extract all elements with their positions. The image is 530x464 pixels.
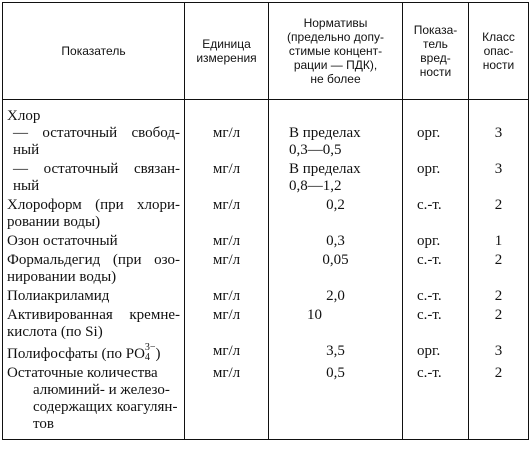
row-class: 3 — [469, 343, 529, 365]
header-indicator: Показатель — [3, 3, 185, 100]
table-row — [3, 125, 529, 161]
row-hazard: орг. — [403, 233, 469, 252]
water-norms-table — [2, 2, 529, 440]
row-unit: мг/л — [185, 288, 269, 307]
row-norm: В пределах 0,8—1,2 — [269, 161, 403, 197]
row-hazard: с.-т. — [403, 252, 469, 288]
row-name: Хлороформ (при хлори- ровании воды) — [3, 197, 185, 233]
row-unit: мг/л — [185, 197, 269, 233]
table-row — [3, 307, 529, 343]
table-row — [3, 108, 529, 125]
row-class: 2 — [469, 365, 529, 440]
row-hazard: с.-т. — [403, 307, 469, 343]
row-unit: мг/л — [185, 125, 269, 161]
row-hazard: с.-т. — [403, 288, 469, 307]
row-norm: 0,3 — [269, 233, 403, 252]
row-unit: мг/л — [185, 343, 269, 365]
row-norm: 10 — [269, 307, 403, 343]
table-row — [3, 252, 529, 288]
table-row — [3, 365, 529, 440]
row-unit: мг/л — [185, 365, 269, 440]
row-norm: 2,0 — [269, 288, 403, 307]
row-norm: 0,05 — [269, 252, 403, 288]
row-unit: мг/л — [185, 233, 269, 252]
table-row — [3, 233, 529, 252]
row-hazard: орг. — [403, 125, 469, 161]
row-name: — остаточный свобод- ный — [3, 125, 185, 161]
table-header-row — [3, 3, 529, 100]
row-name: Формальдегид (при озо- нировании воды) — [3, 252, 185, 288]
table-row — [3, 343, 529, 365]
row-norm: 0,2 — [269, 197, 403, 233]
row-norm: В пределах 0,3—0,5 — [269, 125, 403, 161]
row-class: 3 — [469, 125, 529, 161]
header-norms: Нормативы (предельно допу- стимые концент- рации — ПДК), не более — [269, 3, 403, 100]
row-name: Активированная кремне- кислота (по Si) — [3, 307, 185, 343]
row-name: Остаточные количества алюминий- и железо- содержащих коагулян- тов — [3, 365, 185, 440]
row-norm: 0,5 — [269, 365, 403, 440]
row-hazard: орг. — [403, 343, 469, 365]
row-class: 2 — [469, 307, 529, 343]
row-name: Полифосфаты (по PO 3− 4 ) — [3, 343, 185, 365]
row-unit: мг/л — [185, 161, 269, 197]
row-class: 2 — [469, 197, 529, 233]
table-row — [3, 288, 529, 307]
row-class: 2 — [469, 252, 529, 288]
table-row — [3, 161, 529, 197]
row-hazard: с.-т. — [403, 197, 469, 233]
header-hazard: Показа- тель вред- ности — [403, 3, 469, 100]
row-hazard: с.-т. — [403, 365, 469, 440]
row-unit: мг/л — [185, 307, 269, 343]
header-unit: Единица измерения — [185, 3, 269, 100]
row-class: 3 — [469, 161, 529, 197]
row-class: 1 — [469, 233, 529, 252]
row-hazard: орг. — [403, 161, 469, 197]
row-name: Хлор — [3, 108, 185, 125]
row-name: — остаточный связан- ный — [3, 161, 185, 197]
header-class: Класс опас- ности — [469, 3, 529, 100]
row-class: 2 — [469, 288, 529, 307]
table-row — [3, 197, 529, 233]
row-name: Полиакриламид — [3, 288, 185, 307]
row-unit: мг/л — [185, 252, 269, 288]
row-norm: 3,5 — [269, 343, 403, 365]
row-name: Озон остаточный — [3, 233, 185, 252]
